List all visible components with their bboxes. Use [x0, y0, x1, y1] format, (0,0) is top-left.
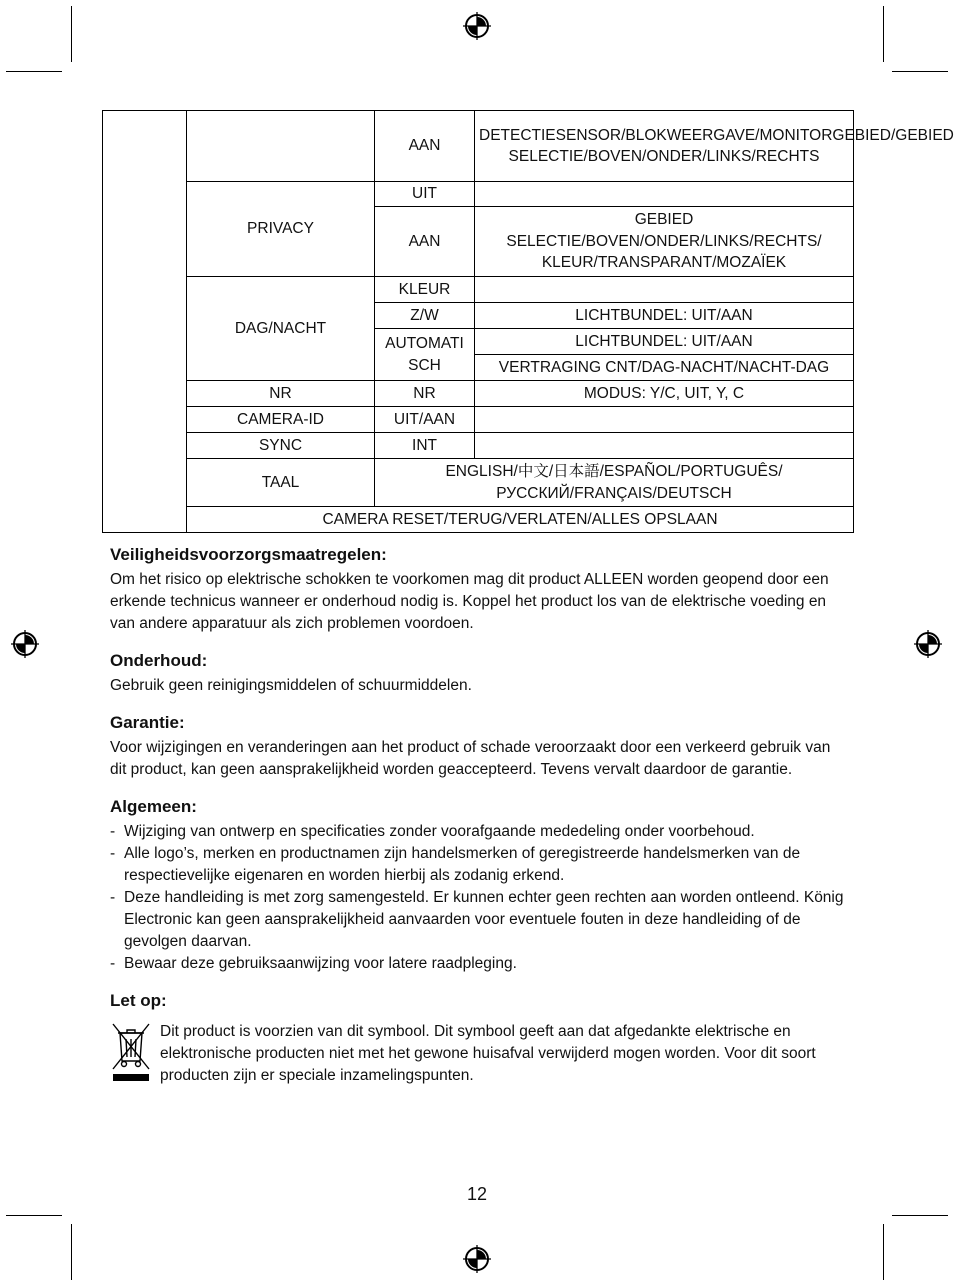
bullet: -: [110, 845, 116, 862]
table-cell: UIT: [375, 182, 475, 207]
crop-mark: [892, 1215, 948, 1216]
crop-mark: [6, 1215, 62, 1216]
section-heading: Let op:: [110, 991, 167, 1010]
list-item: [110, 887, 850, 953]
crop-mark: [892, 71, 948, 72]
table-cell: TAAL: [187, 459, 375, 507]
list-item: [110, 953, 850, 975]
bullet: -: [110, 823, 116, 840]
table-cell: GEBIED SELECTIE/BOVEN/ONDER/LINKS/RECHTS/ KLEUR/TRANSPARANT/MOZAÏEK: [475, 207, 854, 277]
table-cell: AUTOMATI SCH: [375, 329, 475, 381]
registration-mark-icon: [462, 11, 492, 41]
table-cell: LICHTBUNDEL: UIT/AAN: [475, 329, 854, 355]
table-cell: [475, 277, 854, 303]
table-cell: INT: [375, 433, 475, 459]
table-cell: VERTRAGING CNT/DAG-NACHT/NACHT-DAG: [475, 355, 854, 381]
table-cell: LICHTBUNDEL: UIT/AAN: [475, 303, 854, 329]
section-heading: Algemeen:: [110, 797, 197, 816]
manual-content: [110, 543, 850, 1087]
list-item-text: Bewaar deze gebruiksaanwijzing voor latere raadpleging.: [124, 955, 517, 972]
table-cell: MODUS: Y/C, UIT, Y, C: [475, 381, 854, 407]
bullet: -: [110, 955, 116, 972]
registration-mark-icon: [913, 629, 943, 659]
crop-mark: [71, 6, 72, 62]
crop-mark: [883, 6, 884, 62]
general-list: [110, 821, 850, 975]
section-heading: Veiligheidsvoorzorgsmaatregelen:: [110, 545, 387, 564]
crop-mark: [883, 1224, 884, 1280]
table-cell: [475, 182, 854, 207]
page-number: 12: [466, 1184, 488, 1204]
table-cell: AAN: [375, 207, 475, 277]
registration-mark-icon: [462, 1244, 492, 1274]
table-cell: ENGLISH/中文/日本語/ESPAÑOL/PORTUGUÊS/ РУССКИЙ/FRANÇAIS/DEUTSCH: [375, 459, 854, 507]
section-heading: Garantie:: [110, 713, 185, 732]
table-cell: [187, 111, 375, 182]
table-cell: SYNC: [187, 433, 375, 459]
registration-mark-icon: [10, 629, 40, 659]
crop-mark: [6, 71, 62, 72]
table-cell: [475, 407, 854, 433]
crop-mark: [71, 1224, 72, 1280]
table-cell: Z/W: [375, 303, 475, 329]
paragraph: Voor wijzigingen en veranderingen aan het product of schade veroorzaakt door een verkeerd gebruik van dit product, kan geen aansprakelijkheid worden geaccepteerd. Tevens vervalt daardoor de garantie.: [110, 739, 831, 778]
crossed-out-wheelie-bin-icon: [110, 1021, 152, 1083]
table-cell: NR: [375, 381, 475, 407]
table-left-column: [103, 111, 187, 533]
paragraph: Gebruik geen reinigingsmiddelen of schuurmiddelen.: [110, 677, 472, 694]
table-cell: DAG/NACHT: [187, 277, 375, 381]
weee-notice: [110, 1021, 850, 1087]
table-cell: [475, 433, 854, 459]
paragraph: Om het risico op elektrische schokken te voorkomen mag dit product ALLEEN worden geopend door een erkende technicus wanneer er onderhoud nodig is. Koppel het product los van de elektrische voeding en van andere apparatuur als zich problemen voordoen.: [110, 571, 829, 632]
table-cell: DETECTIESENSOR/BLOKWEERGAVE/MONITORGEBIED/GEBIED SELECTIE/BOVEN/ONDER/LINKS/RECHTS: [475, 111, 854, 182]
list-item: [110, 821, 850, 843]
table-cell: AAN: [375, 111, 475, 182]
table-cell: CAMERA RESET/TERUG/VERLATEN/ALLES OPSLAAN: [187, 507, 854, 533]
bullet: -: [110, 889, 116, 906]
table-cell: CAMERA-ID: [187, 407, 375, 433]
list-item-text: Alle logo’s, merken en productnamen zijn handelsmerken of geregistreerde handelsmerken van de respectievelijke eigenaren en worden hierbij als zodanig erkend.: [124, 845, 801, 884]
section-heading: Onderhoud:: [110, 651, 208, 670]
list-item: [110, 843, 850, 887]
list-item-text: Deze handleiding is met zorg samengesteld. Er kunnen echter geen rechten aan worden ontleend. König Electronic kan geen aansprakelijkheid aanvaarden voor eventuele fouten in deze handleiding of de gevolgen daarvan.: [124, 889, 844, 950]
list-item-text: Wijziging van ontwerp en specificaties zonder voorafgaande mededeling onder voorbehoud.: [124, 823, 755, 840]
menu-structure-table: [102, 110, 954, 533]
table-cell: PRIVACY: [187, 182, 375, 277]
table-cell: UIT/AAN: [375, 407, 475, 433]
weee-text: Dit product is voorzien van dit symbool. Dit symbool geeft aan dat afgedankte elektrische en elektronische producten niet met het gewone huisafval verwijderd mogen worden. Voor dit soort producten zijn er speciale inzamelingspunten.: [160, 1023, 816, 1084]
table-cell: NR: [187, 381, 375, 407]
table-cell: KLEUR: [375, 277, 475, 303]
